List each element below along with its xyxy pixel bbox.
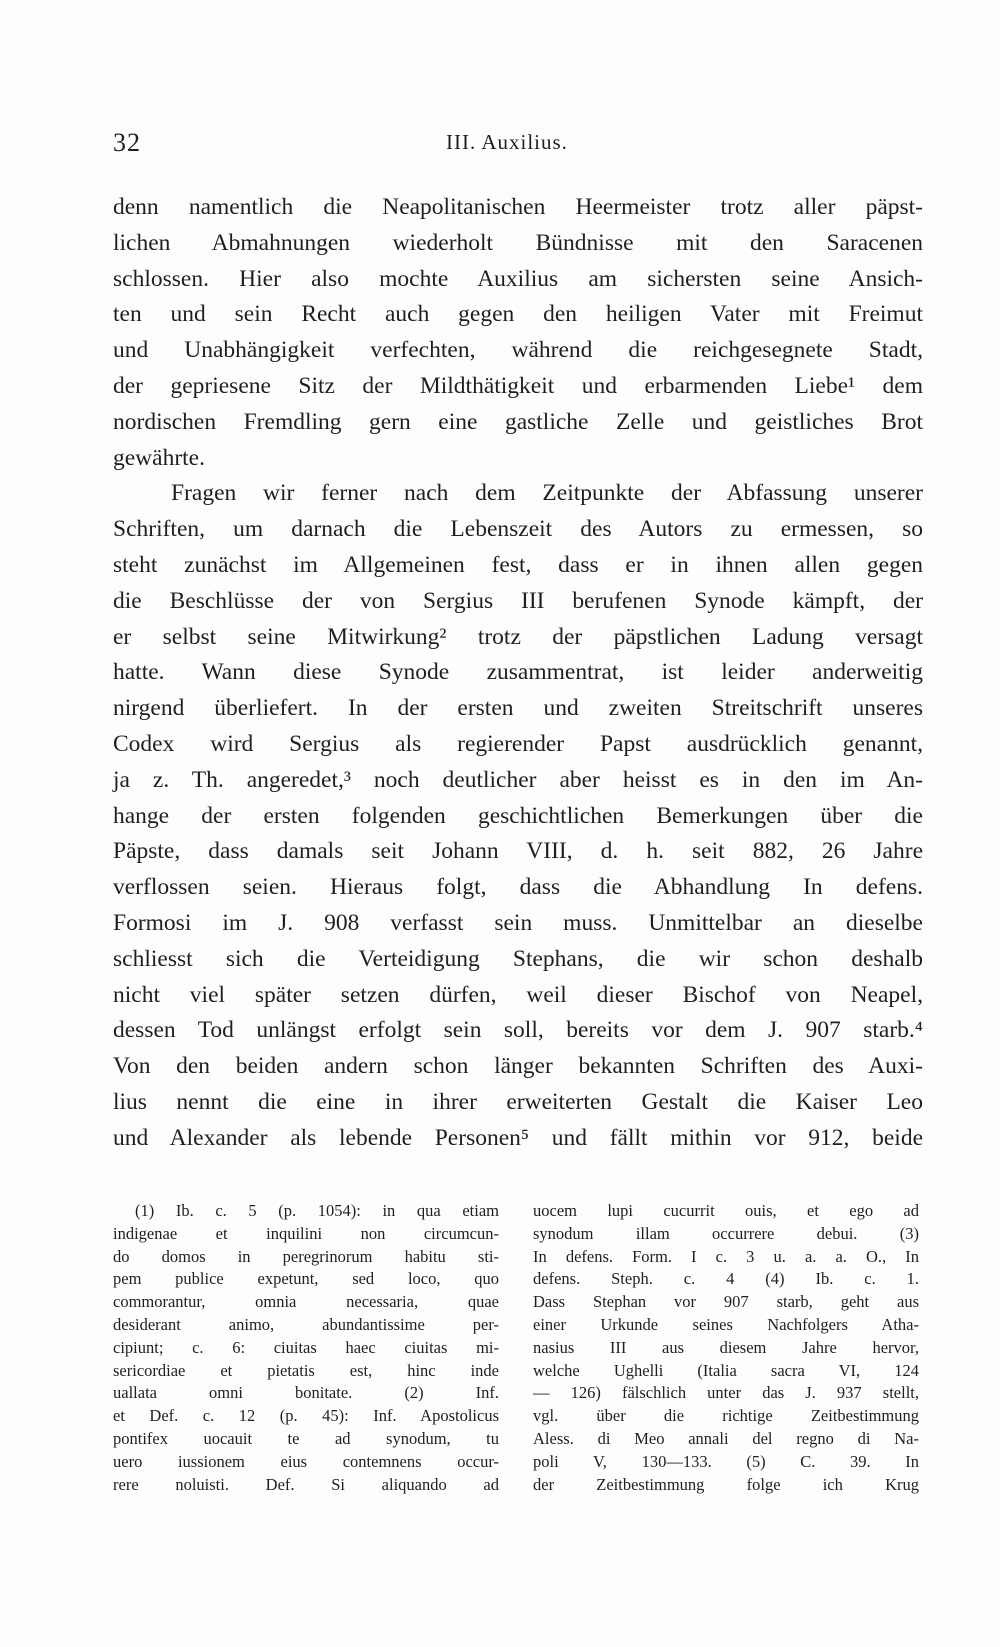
- footnote-line: In defens. Form. I c. 3 u. a. a. O., In: [533, 1246, 919, 1266]
- main-text: [113, 190, 923, 1157]
- text-line: Schriften, um darnach die Lebenszeit des Autors zu ermessen, so: [113, 516, 923, 543]
- footnote-line: desiderant animo, abundantissime per-: [113, 1314, 499, 1334]
- footnote-line: et Def. c. 12 (p. 45): Inf. Apostolicus: [113, 1406, 499, 1426]
- text-line: Formosi im J. 908 verfasst sein muss. Unmittelbar an dieselbe: [113, 909, 923, 936]
- page-number: 32: [113, 128, 141, 157]
- text-line: nicht viel später setzen dürfen, weil dieser Bischof von Neapel,: [113, 981, 923, 1008]
- footnote-line: uero iussionem eius contemnens occur-: [113, 1451, 499, 1471]
- text-line: ten und sein Recht auch gegen den heiligen Vater mit Freimut: [113, 301, 923, 328]
- footnote-column-right: [533, 1200, 919, 1496]
- footnote-line: uallata omni bonitate. (2) Inf.: [113, 1383, 499, 1403]
- footnote-line: (1) Ib. c. 5 (p. 1054): in qua etiam: [135, 1201, 499, 1220]
- footnote-line: synodum illam occurrere debui. (3): [533, 1223, 919, 1243]
- footnote-column-left: [113, 1200, 499, 1496]
- text-line: Codex wird Sergius als regierender Papst ausdrücklich genannt,: [113, 730, 923, 757]
- text-line: hange der ersten folgenden geschichtlichen Bemerkungen über die: [113, 802, 923, 829]
- text-line: Von den beiden andern schon länger bekannten Schriften des Auxi-: [113, 1053, 923, 1080]
- footnote-line: pem publice expetunt, sed loco, quo: [113, 1269, 499, 1289]
- text-line: Fragen wir ferner nach dem Zeitpunkte der Abfassung unserer: [171, 480, 923, 507]
- footnote-line: welche Ughelli (Italia sacra VI, 124: [533, 1360, 919, 1380]
- footnote-line: cipiunt; c. 6: ciuitas haec ciuitas mi-: [113, 1337, 499, 1357]
- text-line: gewährte.: [113, 444, 205, 471]
- text-line: schlossen. Hier also mochte Auxilius am sichersten seine Ansich-: [113, 265, 923, 292]
- text-line: lius nennt die eine in ihrer erweiterten Gestalt die Kaiser Leo: [113, 1088, 923, 1115]
- text-line: hatte. Wann diese Synode zusammentrat, ist leider anderweitig: [113, 659, 923, 686]
- footnote-line: indigenae et inquilini non circumcun-: [113, 1223, 499, 1243]
- page-header: [113, 128, 923, 168]
- text-line: Päpste, dass damals seit Johann VIII, d. h. seit 882, 26 Jahre: [113, 838, 923, 865]
- text-line: und Alexander als lebende Personen⁵ und fällt mithin vor 912, beide: [113, 1124, 923, 1151]
- text-line: denn namentlich die Neapolitanischen Heermeister trotz aller päpst-: [113, 194, 923, 220]
- text-line: der gepriesene Sitz der Mildthätigkeit und erbarmenden Liebe¹ dem: [113, 372, 923, 399]
- footnote-line: sericordiae et pietatis est, hinc inde: [113, 1360, 499, 1380]
- footnote-line: Aless. di Meo annali del regno di Na-: [533, 1428, 919, 1448]
- footnote-line: uocem lupi cucurrit ouis, et ego ad: [533, 1201, 919, 1220]
- footnote-line: poli V, 130—133. (5) C. 39. In: [533, 1451, 919, 1471]
- footnote-line: defens. Steph. c. 4 (4) Ib. c. 1.: [533, 1269, 919, 1289]
- text-line: nirgend überliefert. In der ersten und zweiten Streitschrift unseres: [113, 695, 923, 722]
- footnote-line: nasius III aus diesem Jahre hervor,: [533, 1337, 919, 1357]
- text-line: lichen Abmahnungen wiederholt Bündnisse mit den Saracenen: [113, 229, 923, 256]
- text-line: ja z. Th. angeredet,³ noch deutlicher aber heisst es in den im An-: [113, 766, 923, 793]
- footnote-line: Dass Stephan vor 907 starb, geht aus: [533, 1292, 919, 1312]
- text-line: schliesst sich die Verteidigung Stephans, die wir schon deshalb: [113, 945, 923, 972]
- text-line: und Unabhängigkeit verfechten, während die reichgesegnete Stadt,: [113, 337, 923, 364]
- footnote-line: commorantur, omnia necessaria, quae: [113, 1292, 499, 1312]
- running-head: III. Auxilius.: [446, 130, 568, 154]
- footnote-line: der Zeitbestimmung folge ich Krug: [533, 1474, 919, 1494]
- text-line: nordischen Fremdling gern eine gastliche Zelle und geistliches Brot: [113, 408, 923, 435]
- footnote-line: pontifex uocauit te ad synodum, tu: [113, 1428, 499, 1448]
- footnote-line: do domos in peregrinorum habitu sti-: [113, 1246, 499, 1266]
- text-line: steht zunächst im Allgemeinen fest, dass er in ihnen allen gegen: [113, 551, 923, 578]
- text-line: verflossen seien. Hieraus folgt, dass die Abhandlung In defens.: [113, 874, 923, 901]
- footnote-line: einer Urkunde seines Nachfolgers Atha-: [533, 1314, 919, 1334]
- text-line: dessen Tod unlängst erfolgt sein soll, bereits vor dem J. 907 starb.⁴: [113, 1017, 923, 1044]
- footnote-line: rere noluisti. Def. Si aliquando ad: [113, 1474, 499, 1494]
- footnote-line: — 126) fälschlich unter das J. 937 stellt,: [533, 1383, 919, 1403]
- text-line: die Beschlüsse der von Sergius III berufenen Synode kämpft, der: [113, 587, 923, 614]
- footnote-line: vgl. über die richtige Zeitbestimmung: [533, 1406, 919, 1426]
- text-line: er selbst seine Mitwirkung² trotz der päpstlichen Ladung versagt: [113, 623, 923, 650]
